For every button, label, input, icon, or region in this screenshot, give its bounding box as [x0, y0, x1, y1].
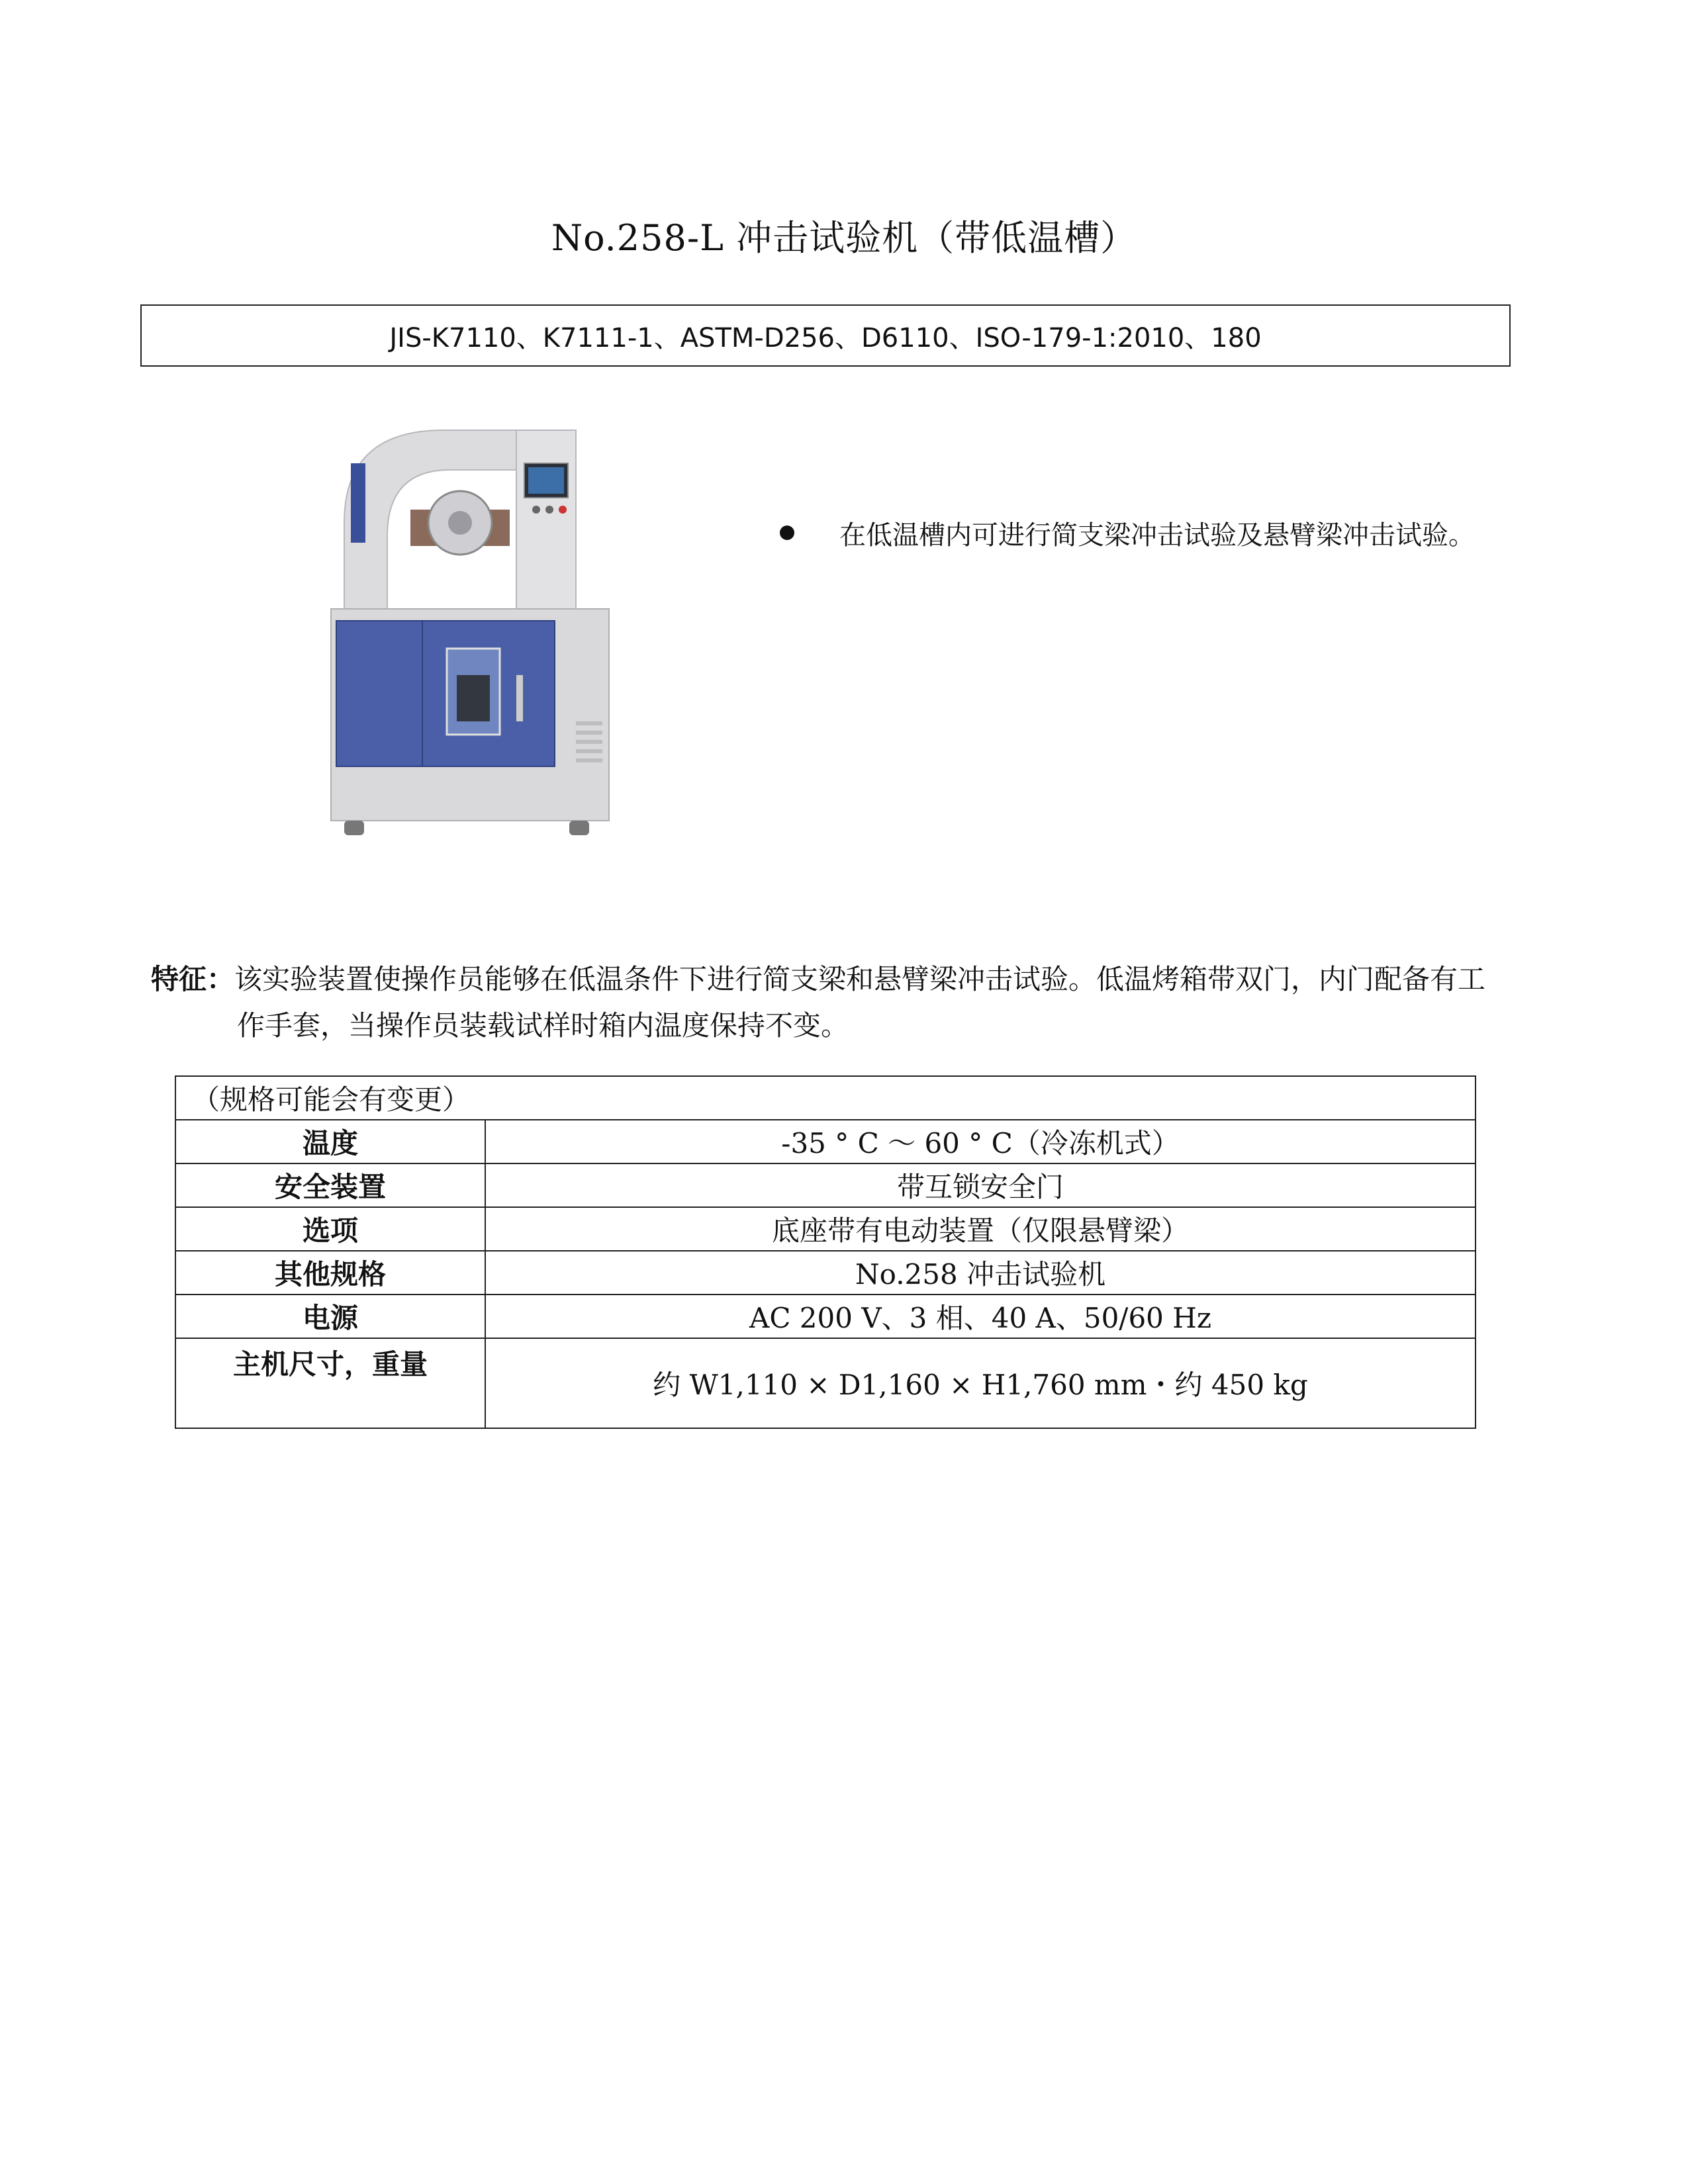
features-paragraph: [151, 956, 1541, 1049]
table-row: [175, 1163, 1476, 1207]
features-line-2: 作手套，当操作员装载试样时箱内温度保持不变。: [237, 1009, 849, 1042]
spec-label: 温度: [175, 1120, 485, 1163]
spec-value: 带互锁安全门: [485, 1163, 1476, 1207]
bullet-icon: [780, 525, 794, 540]
features-lead: 特征：: [151, 963, 235, 995]
table-row: [175, 1120, 1476, 1163]
spec-label: 电源: [175, 1295, 485, 1338]
spec-value: 底座带有电动装置（仅限悬臂梁）: [485, 1207, 1476, 1251]
spec-value: 约 W1,110 × D1,160 × H1,760 mm・约 450 kg: [485, 1338, 1476, 1428]
table-row: [175, 1207, 1476, 1251]
table-row: [175, 1251, 1476, 1295]
spec-label: 其他规格: [175, 1251, 485, 1295]
standards-text: JIS-K7110、K7111-1、ASTM-D256、D6110、ISO-179-1:2010、180: [389, 322, 1262, 353]
spec-label: 选项: [175, 1207, 485, 1251]
page-title: No.258-L 冲击试验机（带低温槽）: [551, 217, 1137, 259]
table-row: [175, 1295, 1476, 1338]
feature-bullet-text: 在低温槽内可进行简支梁冲击试验及悬臂梁冲击试验。: [839, 520, 1475, 551]
spec-label: 安全装置: [175, 1163, 485, 1207]
features-line-1: 该实验装置使操作员能够在低温条件下进行简支梁和悬臂梁冲击试验。低温烤箱带双门，内门配备有工: [234, 963, 1486, 995]
spec-value: No.258 冲击试验机: [485, 1251, 1476, 1295]
spec-table: [175, 1075, 1476, 1429]
spec-value: -35 ° C ～ 60 ° C（冷冻机式）: [485, 1120, 1476, 1163]
standards-box: [140, 304, 1511, 367]
feature-bullet: [768, 510, 1475, 556]
spec-note: （规格可能会有变更）: [175, 1076, 1476, 1120]
table-row: [175, 1338, 1476, 1428]
spec-note-row: [175, 1076, 1476, 1120]
machine-image: [318, 410, 662, 847]
spec-value: AC 200 V、3 相、40 A、50/60 Hz: [485, 1295, 1476, 1338]
spec-label: 主机尺寸，重量: [175, 1338, 485, 1428]
